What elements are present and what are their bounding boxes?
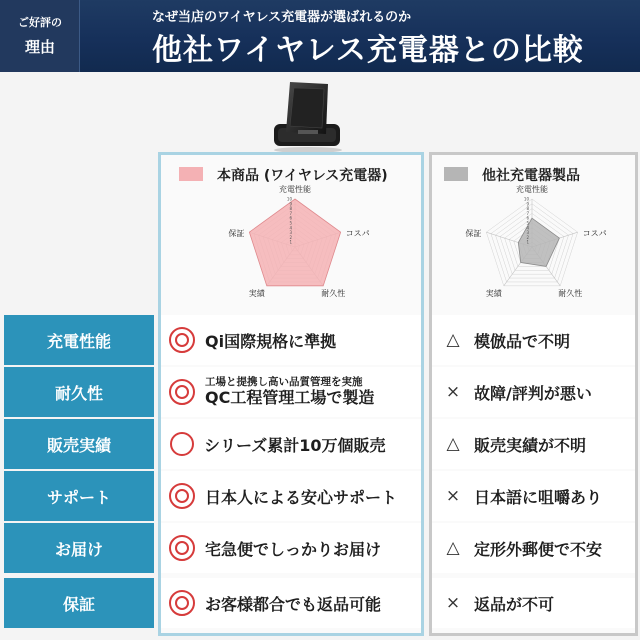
row-label: 耐久性	[4, 367, 154, 417]
other-cell	[432, 523, 635, 573]
double-circle-icon	[169, 379, 195, 405]
other-legend-swatch	[444, 167, 468, 181]
radar-tick-label: 7	[289, 210, 292, 216]
radar-axis-label: 充電性能	[516, 185, 548, 194]
double-circle-icon	[169, 483, 195, 509]
ours-radar-chart	[209, 181, 381, 309]
radar-axis-label: 耐久性	[321, 288, 346, 298]
other-text: 故障/評判が悪い	[474, 383, 592, 403]
radar-tick-label: 3	[526, 230, 529, 236]
ours-text: 日本人による安心サポート	[205, 487, 398, 507]
other-cell	[432, 471, 635, 521]
row-label: 販売実績	[4, 419, 154, 469]
radar-tick-label: 9	[289, 201, 292, 207]
radar-tick-label: 3	[289, 230, 292, 236]
other-cell	[432, 419, 635, 469]
ours-cell	[161, 471, 421, 521]
row-label: お届け	[4, 523, 154, 573]
row-label: 保証	[4, 578, 154, 628]
radar-axis-label: 耐久性	[558, 288, 583, 298]
triangle-icon: △	[446, 330, 460, 350]
radar-tick-label: 1	[526, 239, 529, 245]
other-cell	[432, 578, 635, 628]
radar-tick-label: 8	[526, 206, 529, 212]
other-radar-chart	[442, 181, 622, 309]
reason-badge	[0, 0, 80, 72]
radar-tick-label: 10	[286, 196, 292, 202]
ours-text: シリーズ累計10万個販売	[204, 435, 386, 455]
radar-tick-label: 6	[526, 215, 529, 221]
ours-cell	[161, 523, 421, 573]
radar-tick-label: 7	[526, 210, 529, 216]
triangle-icon: △	[446, 434, 460, 454]
radar-data-polygon	[518, 215, 559, 266]
page-title: 他社ワイヤレス充電器との比較	[152, 33, 584, 68]
row-label: サポート	[4, 471, 154, 521]
other-text: 定形外郵便で不安	[474, 539, 603, 559]
other-cell	[432, 367, 635, 417]
triangle-icon: △	[446, 538, 460, 558]
radar-tick-label: 9	[526, 201, 529, 207]
other-text: 返品が不可	[474, 594, 555, 614]
cross-icon: ×	[445, 486, 461, 506]
radar-tick-label: 4	[289, 225, 292, 231]
other-text: 日本語に咀嚼あり	[474, 487, 603, 507]
other-cell	[432, 315, 635, 365]
ours-text: Qi国際規格に準拠	[205, 331, 337, 351]
radar-tick-label: 4	[526, 225, 529, 231]
double-circle-icon	[169, 327, 195, 353]
radar-axis-label: 保証	[465, 229, 482, 239]
ours-cell	[161, 367, 421, 417]
header-banner	[0, 0, 640, 72]
ours-cell	[161, 315, 421, 365]
circle-icon	[170, 432, 194, 456]
radar-axis-label: 実績	[248, 288, 265, 298]
ours-text-small: 工場と提携し高い品質管理を実施	[205, 376, 363, 389]
ours-legend-label: 本商品 (ワイヤレス充電器)	[217, 168, 388, 184]
ours-text: 宅急便でしっかりお届け	[205, 539, 382, 559]
ours-cell	[161, 419, 421, 469]
radar-axis-label: コスパ	[345, 229, 370, 239]
other-text: 販売実績が不明	[474, 435, 587, 455]
radar-tick-label: 2	[526, 234, 529, 240]
radar-tick-label: 6	[289, 215, 292, 221]
radar-tick-label: 5	[526, 220, 529, 226]
double-circle-icon	[169, 535, 195, 561]
badge-line1: ご好評の	[18, 16, 62, 29]
row-label: 充電性能	[4, 315, 154, 365]
cross-icon: ×	[445, 382, 461, 402]
radar-tick-label: 1	[289, 239, 292, 245]
radar-axis-label: 保証	[228, 229, 245, 239]
cross-icon: ×	[445, 593, 461, 613]
radar-axis-label: 充電性能	[279, 185, 311, 194]
wireless-charger-image	[268, 78, 346, 154]
badge-line2: 理由	[24, 38, 55, 56]
radar-tick-label: 10	[523, 196, 529, 202]
radar-axis-label: コスパ	[582, 229, 607, 239]
radar-tick-label: 8	[289, 206, 292, 212]
ours-text: お客様都合でも返品可能	[205, 594, 382, 614]
double-circle-icon	[169, 590, 195, 616]
other-legend-label: 他社充電器製品	[482, 168, 580, 184]
radar-tick-label: 5	[289, 220, 292, 226]
radar-axis-label: 実績	[485, 288, 502, 298]
page-subtitle: なぜ当店のワイヤレス充電器が選ばれるのか	[152, 10, 412, 25]
radar-data-polygon	[249, 196, 340, 286]
radar-tick-label: 2	[289, 234, 292, 240]
ours-cell	[161, 578, 421, 628]
ours-text-main: QC工程管理工場で製造	[205, 387, 375, 407]
ours-text	[205, 377, 374, 406]
ours-legend-swatch	[179, 167, 203, 181]
other-text: 模倣品で不明	[474, 331, 571, 351]
